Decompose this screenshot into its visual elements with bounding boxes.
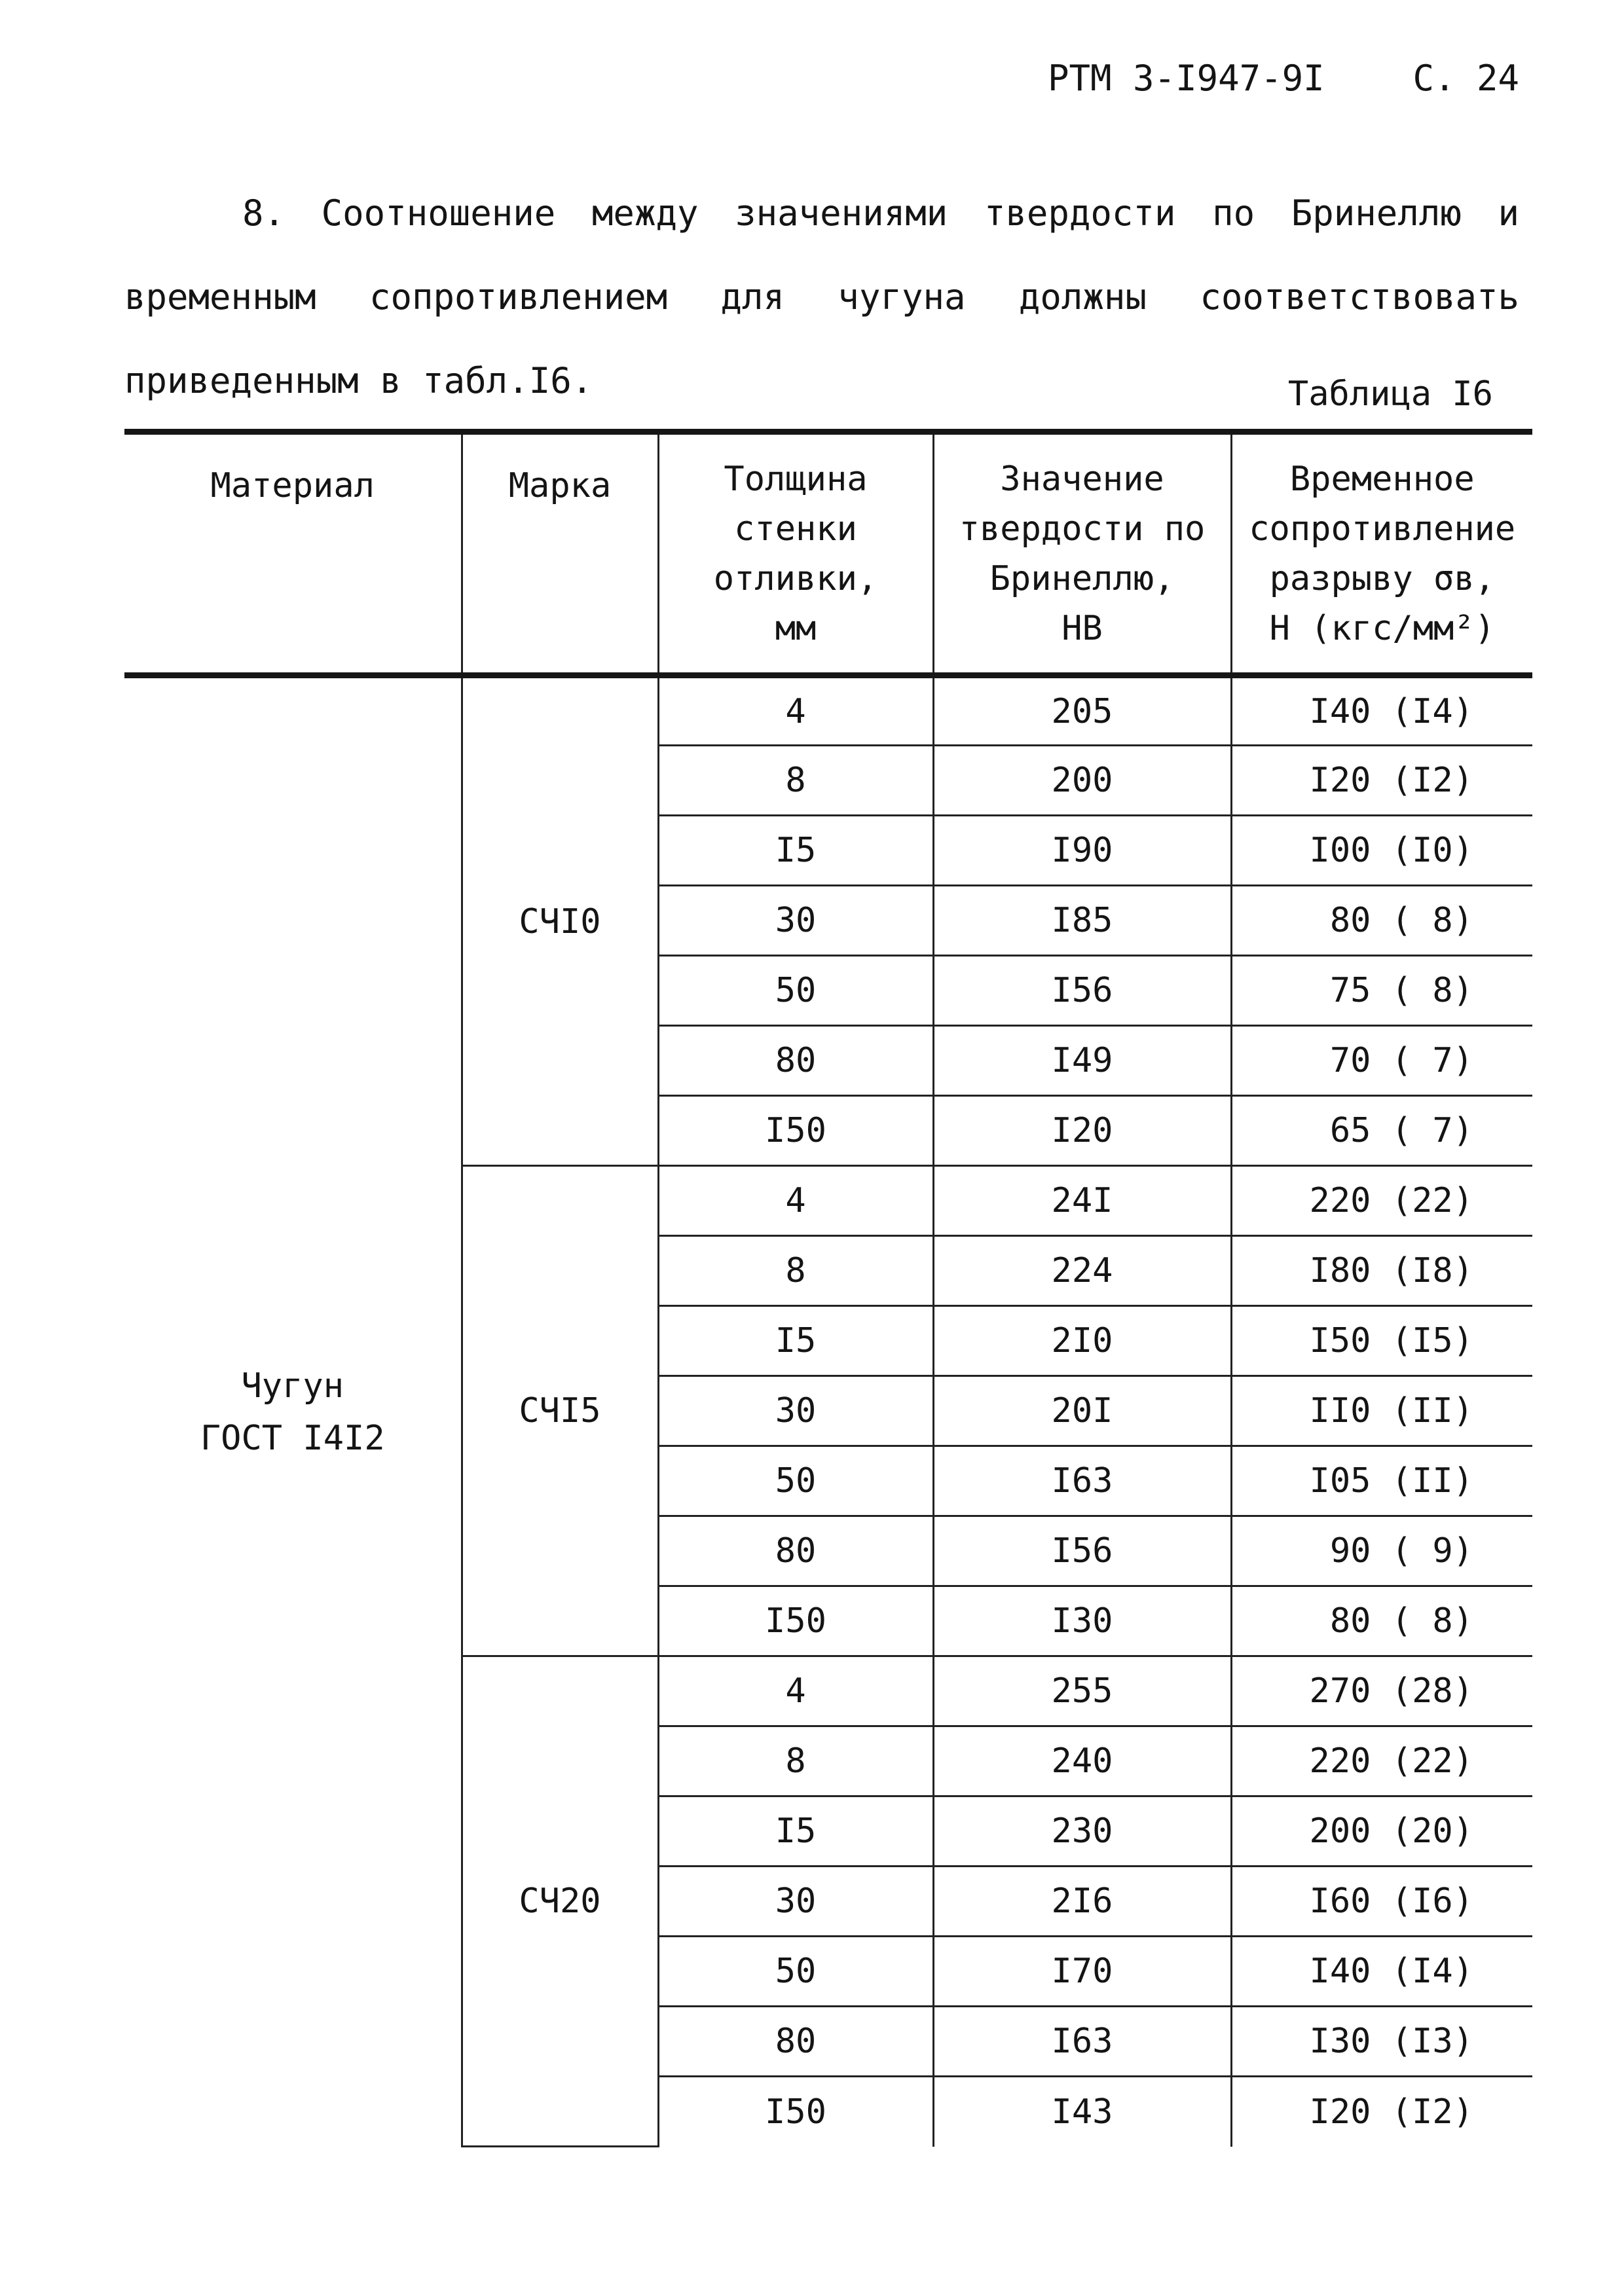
header-strength-line: разрыву σв, (1269, 558, 1495, 598)
table-body (124, 676, 1532, 2147)
thickness-cell: 8 (658, 746, 933, 816)
grade-cell: СЧI5 (462, 1166, 658, 1656)
strength-cell: 220 (22) (1231, 1166, 1532, 1236)
hardness-cell: 200 (933, 746, 1231, 816)
header-thickness-line: Толщина (724, 459, 868, 499)
header-grade (462, 432, 658, 676)
thickness-cell: 30 (658, 886, 933, 956)
hardness-cell: I63 (933, 1446, 1231, 1516)
thickness-cell: I5 (658, 1796, 933, 1867)
header-hardness-line: НВ (1061, 608, 1103, 648)
header-hardness-line: Бринеллю, (989, 558, 1175, 598)
header-thickness-line: мм (775, 608, 817, 648)
page-header (1048, 58, 1519, 103)
thickness-cell: 30 (658, 1376, 933, 1446)
header-hardness (933, 432, 1231, 676)
thickness-cell: I50 (658, 1096, 933, 1166)
strength-cell: 65 ( 7) (1231, 1096, 1532, 1166)
table-row (124, 676, 1532, 746)
hardness-cell: I56 (933, 1516, 1231, 1586)
hardness-cell: I30 (933, 1586, 1231, 1656)
strength-cell: I00 (I0) (1231, 816, 1532, 886)
strength-cell: 70 ( 7) (1231, 1026, 1532, 1096)
hardness-cell: I49 (933, 1026, 1231, 1096)
hardness-cell: I70 (933, 1937, 1231, 2007)
strength-cell: I60 (I6) (1231, 1867, 1532, 1937)
hardness-strength-table (124, 429, 1532, 2147)
strength-cell: I40 (I4) (1231, 676, 1532, 746)
hardness-cell: I56 (933, 956, 1231, 1026)
strength-cell: I05 (II) (1231, 1446, 1532, 1516)
hardness-cell: I90 (933, 816, 1231, 886)
table-header (124, 432, 1532, 676)
strength-cell: I80 (I8) (1231, 1236, 1532, 1306)
hardness-cell: 230 (933, 1796, 1231, 1867)
thickness-cell: 50 (658, 1937, 933, 2007)
page-number: С. 24 (1412, 58, 1519, 99)
section-paragraph: 8. Соотношение между значениями твердости по Бринеллю и временным сопротивлением для чугуна должны соответствовать приведенным в табл.I6. (124, 192, 1519, 401)
header-thickness (658, 432, 933, 676)
hardness-cell: 24I (933, 1166, 1231, 1236)
strength-cell: I40 (I4) (1231, 1937, 1532, 2007)
thickness-cell: I5 (658, 816, 933, 886)
thickness-cell: 80 (658, 1026, 933, 1096)
thickness-cell: 50 (658, 956, 933, 1026)
thickness-cell: I5 (658, 1306, 933, 1376)
thickness-cell: I50 (658, 1586, 933, 1656)
strength-cell: I50 (I5) (1231, 1306, 1532, 1376)
strength-cell: 75 ( 8) (1231, 956, 1532, 1026)
hardness-cell: 2I6 (933, 1867, 1231, 1937)
strength-cell: 80 ( 8) (1231, 886, 1532, 956)
header-material (124, 432, 462, 676)
grade-cell: СЧI0 (462, 676, 658, 1166)
thickness-cell: 4 (658, 1166, 933, 1236)
thickness-cell: 30 (658, 1867, 933, 1937)
header-strength-line: Н (кгс/мм²) (1269, 608, 1495, 648)
strength-cell: I20 (I2) (1231, 746, 1532, 816)
thickness-cell: 80 (658, 2007, 933, 2077)
header-strength-line: Временное (1289, 459, 1475, 499)
material-line: ГОСТ I4I2 (200, 1419, 385, 1459)
header-row (124, 432, 1532, 676)
header-strength (1231, 432, 1532, 676)
strength-cell: 80 ( 8) (1231, 1586, 1532, 1656)
strength-cell: 270 (28) (1231, 1656, 1532, 1726)
thickness-cell: I50 (658, 2077, 933, 2147)
hardness-cell: I85 (933, 886, 1231, 956)
thickness-cell: 50 (658, 1446, 933, 1516)
header-grade-label: Марка (508, 466, 612, 505)
hardness-cell: 255 (933, 1656, 1231, 1726)
thickness-cell: 80 (658, 1516, 933, 1586)
strength-cell: 200 (20) (1231, 1796, 1532, 1867)
table-caption: Таблица I6 (1287, 374, 1493, 414)
hardness-cell: 2I0 (933, 1306, 1231, 1376)
thickness-cell: 8 (658, 1726, 933, 1796)
hardness-cell: I20 (933, 1096, 1231, 1166)
hardness-cell: 20I (933, 1376, 1231, 1446)
grade-cell: СЧ20 (462, 1656, 658, 2147)
hardness-cell: 240 (933, 1726, 1231, 1796)
strength-cell: I30 (I3) (1231, 2007, 1532, 2077)
hardness-cell: 224 (933, 1236, 1231, 1306)
material-cell (124, 676, 462, 2147)
header-strength-line: сопротивление (1249, 509, 1516, 549)
header-hardness-line: твердости по (959, 509, 1206, 549)
hardness-cell: I43 (933, 2077, 1231, 2147)
strength-cell: 90 ( 9) (1231, 1516, 1532, 1586)
thickness-cell: 4 (658, 1656, 933, 1726)
material-line: Чугун (241, 1366, 344, 1406)
header-thickness-line: стенки (734, 509, 857, 549)
document-code: РТМ 3-I947-9I (1048, 58, 1325, 99)
hardness-cell: 205 (933, 676, 1231, 746)
strength-cell: I20 (I2) (1231, 2077, 1532, 2147)
thickness-cell: 4 (658, 676, 933, 746)
header-thickness-line: отливки, (713, 558, 878, 598)
strength-cell: 220 (22) (1231, 1726, 1532, 1796)
header-hardness-line: Значение (1000, 459, 1164, 499)
header-material-label: Материал (210, 466, 375, 505)
thickness-cell: 8 (658, 1236, 933, 1306)
strength-cell: II0 (II) (1231, 1376, 1532, 1446)
hardness-cell: I63 (933, 2007, 1231, 2077)
